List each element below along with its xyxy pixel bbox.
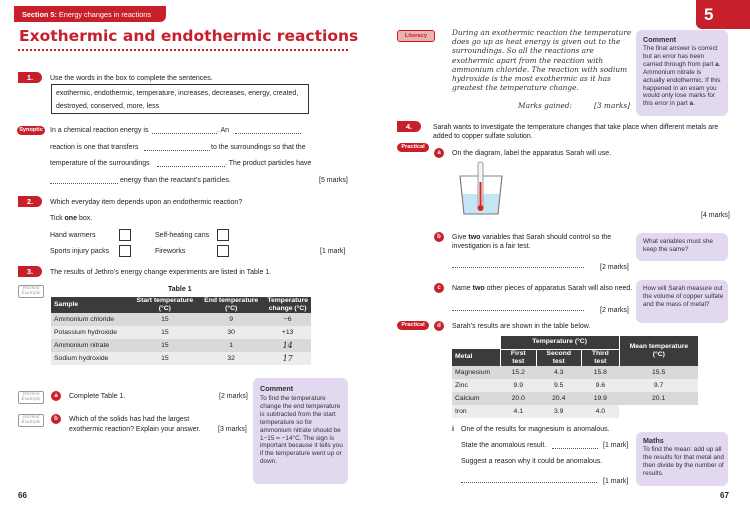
question-2-number: 2.	[18, 196, 42, 207]
results-table-header-third: Third test	[581, 349, 619, 366]
q3-part-a-marks: [2 marks]	[219, 393, 248, 400]
q4-part-c-answer-line[interactable]	[452, 310, 584, 311]
q4-part-c-text: Name two other pieces of apparatus Sarah will also need.	[452, 285, 633, 292]
results-table-header-first: First test	[501, 349, 537, 366]
marks-gained-value: [3 marks]	[594, 101, 631, 110]
chapter-tab-number: 5	[704, 5, 714, 24]
maths-body: To find the mean: add up all the results for that metal and then divide by the number of results.	[643, 446, 724, 477]
comment-heading: Comment	[260, 384, 294, 393]
q4-part-i-text: One of the results for magnesium is anomalous.	[461, 426, 610, 433]
page-title: Exothermic and endothermic reactions	[19, 27, 359, 45]
q1-sentence-1a: In a chemical reaction energy is	[50, 127, 149, 134]
q3-part-b-letter: b	[51, 414, 61, 424]
q4-part-i-q2: Suggest a reason why it could be anomalous.	[461, 458, 603, 465]
q1-prompt: Use the words in the box to complete the sentences.	[50, 75, 213, 82]
q3-part-b-text-2: exothermic reaction? Explain your answer.	[69, 426, 201, 433]
results-table-group-row	[452, 336, 698, 349]
worked-example-badge-a: Worked Example	[18, 391, 44, 404]
maths-heading: Maths	[643, 436, 664, 445]
q3-part-a-text: Complete Table 1.	[69, 393, 126, 400]
table-row: Ammonium nitrate 15 1 14	[51, 339, 311, 352]
q4-part-a-marks: [4 marks]	[701, 212, 730, 219]
results-table-header-metal: Metal	[452, 349, 501, 366]
q2-option-hand-warmers: Hand warmers	[50, 232, 96, 239]
practical-tag-2: Practical	[397, 321, 429, 330]
q3-part-b-marks: [3 marks]	[218, 426, 247, 433]
q2-tick-instruction: Tick one box.	[50, 215, 93, 222]
practical-tag-1: Practical	[397, 143, 429, 152]
table-row: Magnesium 15.2 4.3 15.8 15.5	[452, 366, 698, 379]
q1-sentence-2b: to the surroundings so that the	[211, 144, 306, 151]
q4-part-i-letter: i	[452, 426, 454, 433]
table-row: Zinc 9.9 9.5 9.6 9.7	[452, 379, 698, 392]
q1-blank-2[interactable]	[235, 133, 301, 134]
table-1-header-row	[51, 297, 311, 313]
table-1-title: Table 1	[168, 286, 192, 293]
q1-sentence-1b: . An	[217, 127, 230, 134]
worked-example-badge: Worked Example	[18, 285, 44, 298]
q2-checkbox-hand-warmers[interactable]	[119, 229, 131, 241]
page-number-right: 67	[720, 491, 729, 500]
q2-option-fireworks: Fireworks	[155, 248, 186, 255]
table-row: Potassium hydroxide 15 30 +13	[51, 326, 311, 339]
question-3-number: 3.	[18, 266, 42, 277]
results-table-header-second: Second test	[536, 349, 581, 366]
table-row: Iron 4.1 3.9 4.0	[452, 405, 698, 418]
q4-part-d-letter: d	[434, 321, 444, 331]
q3-part-a-letter: a	[51, 391, 61, 401]
section-number: Section 5:	[22, 10, 57, 19]
word-box	[51, 84, 309, 114]
q4-part-a-letter: a	[434, 148, 444, 158]
q1-sentence-4a: energy than the reactant’s particles.	[120, 177, 231, 184]
hint-volume-box: How will Sarah measure out the volume of copper sulfate and the mass of metal?	[636, 280, 728, 323]
literacy-answer-text: During an exothermic reaction the temperature does go up as heat energy is given out to the surroundings. So all the reactions are exothermic apart from the reaction with ammonium chloride. The reaction with sodium hydroxide is the most exothermic as it has greatest the temperature change.	[452, 28, 632, 93]
q1-sentence-2a: reaction is one that transfers	[50, 144, 139, 151]
q4-part-b-letter: b	[434, 232, 444, 242]
q3-prompt: The results of Jethro’s energy change experiments are listed in Table 1.	[50, 269, 272, 276]
table-1-header-sample: Sample	[51, 297, 132, 313]
q4-part-b-marks: [2 marks]	[600, 264, 629, 271]
section-title: Energy changes in reactions	[58, 10, 151, 19]
q1-sentence-3b: . The product particles have	[225, 160, 312, 167]
q1-marks: [5 marks]	[319, 177, 348, 184]
marks-gained-label: Marks gained:	[518, 101, 572, 110]
comment-body-right: The final answer is correct but an error has been carried through from part a. Ammonium nitrate is actually endothermic. If this happened in an exam you would only lose marks for this error in part a.	[643, 45, 721, 108]
table-1-header-change: Temperature change (°C)	[264, 297, 311, 313]
thermometer	[478, 162, 484, 211]
table-row: Calcium 20.0 20.4 19.9 20.1	[452, 392, 698, 405]
q4-part-i-q1-answer-line[interactable]	[552, 448, 598, 449]
hint-variables-box: What variables must she keep the same?	[636, 233, 728, 261]
q1-blank-3[interactable]	[144, 150, 210, 151]
q1-blank-4[interactable]	[157, 166, 225, 167]
comment-box-right	[636, 30, 728, 116]
table-1-header-start: Start temperature (°C)	[132, 297, 198, 313]
q4-prompt-2: added to copper sulfate solution.	[433, 133, 533, 140]
comment-body: To find the temperature change the end temperature is subtracted from the start temperature so for ammonium nitrate should be 1−15 = −14°C. The sign is important because it tells you if the temperature went up or down.	[260, 395, 343, 466]
table-1-header-end: End temperature (°C)	[198, 297, 264, 313]
q4-prompt-1: Sarah wants to investigate the temperature changes that take place when different metals are	[433, 124, 719, 131]
q4-part-b-answer-line[interactable]	[452, 267, 584, 268]
q1-blank-5[interactable]	[50, 183, 118, 184]
q4-part-b-text-2: investigation is a fair test.	[452, 243, 531, 250]
q4-part-b-text-1: Give two variables that Sarah should control so the	[452, 234, 612, 241]
results-table-header-mean: Mean temperature (°C)	[619, 336, 698, 366]
q2-marks: [1 mark]	[320, 248, 346, 255]
q1-blank-1[interactable]	[152, 133, 217, 134]
table-1	[51, 297, 311, 365]
q2-prompt: Which everyday item depends upon an endothermic reaction?	[50, 199, 243, 206]
chapter-tab	[696, 0, 750, 29]
q4-part-d-text: Sarah’s results are shown in the table below.	[452, 323, 591, 330]
maths-box	[636, 432, 728, 486]
q3-part-b-text-1: Which of the solids has had the largest	[69, 416, 190, 423]
apparatus-diagram	[450, 160, 514, 220]
section-header-bar	[14, 6, 166, 22]
q1-sentence-3a: temperature of the surroundings	[50, 160, 150, 167]
table-row: Sodium hydroxide 15 32 17	[51, 352, 311, 365]
table-row: Ammonium chloride 15 9 −6	[51, 313, 311, 326]
word-box-line-2: destroyed, conserved, more, less	[56, 103, 160, 110]
word-box-line-1: exothermic, endothermic, temperature, increases, decreases, energy, created,	[56, 90, 299, 97]
q4-part-a-text: On the diagram, label the apparatus Sarah will use.	[452, 150, 612, 157]
question-4-number: 4.	[397, 121, 421, 132]
title-divider	[18, 49, 348, 51]
page-number-left: 66	[18, 491, 27, 500]
q4-part-c-letter: c	[434, 283, 444, 293]
synoptic-tag: Synoptic	[17, 126, 45, 135]
results-table-group-header: Temperature (°C)	[501, 336, 620, 349]
results-table	[452, 336, 698, 418]
q2-option-self-heating-cans: Self-heating cans	[155, 232, 210, 239]
q2-checkbox-sports-injury-packs[interactable]	[119, 245, 131, 257]
q4-part-i-q1-marks: [1 mark]	[603, 442, 629, 449]
q4-part-c-marks: [2 marks]	[600, 307, 629, 314]
q4-part-i-q1: State the anomalous result.	[461, 442, 547, 449]
q2-checkbox-fireworks[interactable]	[217, 245, 229, 257]
q4-part-i-q2-answer-line[interactable]	[461, 482, 597, 483]
q4-part-i-q2-marks: [1 mark]	[603, 478, 629, 485]
comment-box-left	[253, 378, 348, 484]
literacy-tag: Literacy	[397, 30, 435, 42]
worked-example-badge-b: Worked Example	[18, 414, 44, 427]
q2-option-sports-injury-packs: Sports injury packs	[50, 248, 110, 255]
comment-heading-right: Comment	[643, 35, 677, 44]
question-1-number: 1.	[18, 72, 42, 83]
results-table-blank-mean[interactable]	[619, 405, 698, 418]
q2-checkbox-self-heating-cans[interactable]	[217, 229, 229, 241]
